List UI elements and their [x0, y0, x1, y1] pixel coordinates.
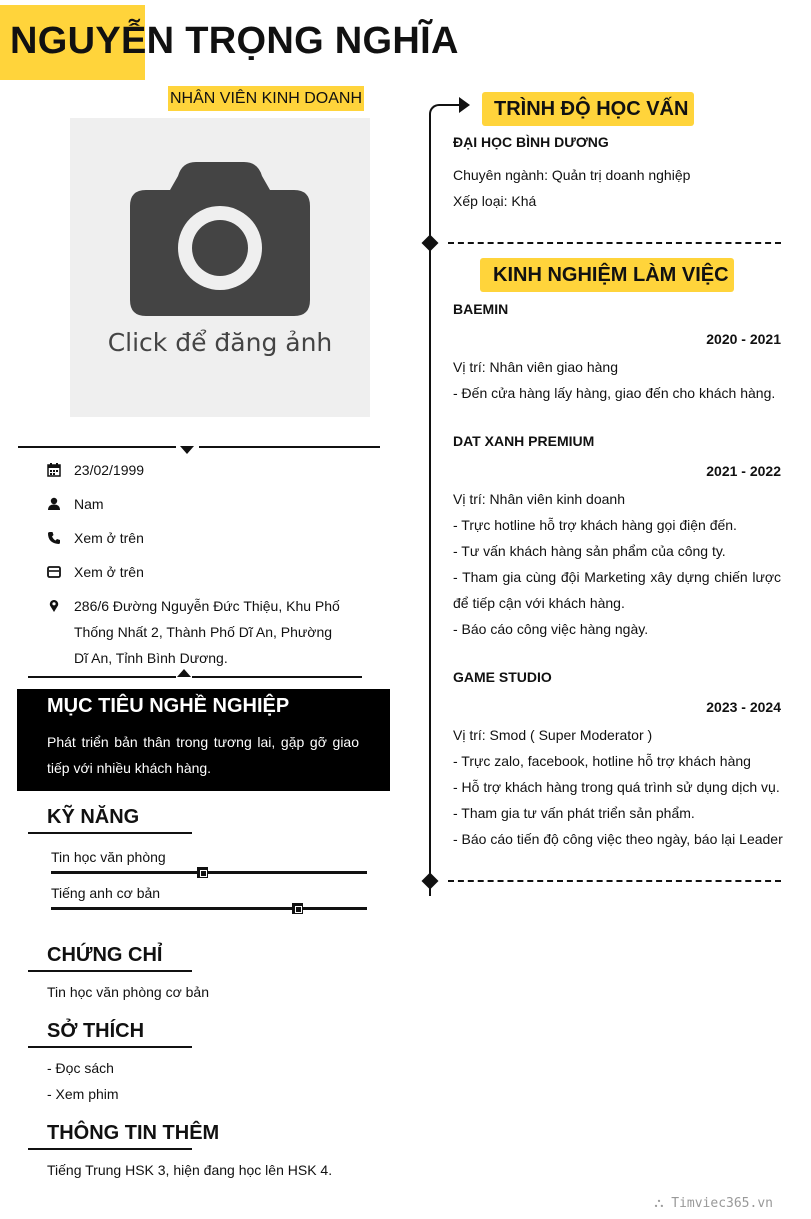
- extra-info-text: Tiếng Trung HSK 3, hiện đang học lên HSK 4.: [47, 1162, 333, 1178]
- extra-info-title: THÔNG TIN THÊM: [47, 1122, 220, 1144]
- career-goal-text: Phát triển bản thân trong tương lai, gặp gỡ giao tiếp với nhiều khách hàng.: [47, 734, 359, 776]
- divider-marker: [177, 669, 191, 677]
- skill-label: Tin học văn phòng: [51, 849, 166, 865]
- skill-bar: [51, 907, 367, 910]
- divider: [18, 446, 176, 448]
- candidate-name: NGUYỄN TRỌNG NGHĨA: [10, 20, 459, 62]
- skill-label: Tiếng anh cơ bản: [51, 885, 161, 901]
- job-line: - Hỗ trợ khách hàng trong quá trình sử dụng dịch vụ.: [453, 779, 780, 795]
- section-underline: [28, 832, 192, 834]
- gender-value: Nam: [74, 496, 104, 512]
- divider: [192, 676, 362, 678]
- job-line: - Trực hotline hỗ trợ khách hàng gọi điện đến.: [453, 517, 737, 533]
- career-goal-section: [17, 689, 390, 791]
- education-title: TRÌNH ĐỘ HỌC VẤN: [494, 98, 689, 120]
- timeline-node: [422, 235, 439, 252]
- job-period: 2023 - 2024: [706, 699, 781, 715]
- experience-title: KINH NGHIỆM LÀM VIỆC: [493, 264, 729, 286]
- photo-upload[interactable]: [70, 118, 370, 417]
- map-pin-icon: [47, 599, 61, 613]
- job-line: - Đến cửa hàng lấy hàng, giao đến cho khách hàng.: [453, 385, 776, 401]
- camera-icon: [130, 162, 310, 322]
- job-line: Vị trí: Nhân viên giao hàng: [453, 359, 618, 375]
- timeline-corner: [429, 104, 441, 118]
- hobby-item: - Xem phim: [47, 1086, 119, 1102]
- phone-value: Xem ở trên: [74, 530, 144, 546]
- certificate-item: Tin học văn phòng cơ bản: [47, 984, 209, 1000]
- job-line: - Tham gia tư vấn phát triển sản phẩm.: [453, 805, 695, 821]
- calendar-icon: [47, 463, 61, 477]
- job-line: - Báo cáo công việc hàng ngày.: [453, 621, 649, 637]
- address-value: 286/6 Đường Nguyễn Đức Thiệu, Khu Phố Thống Nhất 2, Thành Phố Dĩ An, Phường Dĩ An, Tỉnh Bình Dương.: [74, 598, 340, 666]
- section-underline: [28, 1148, 192, 1150]
- job-line: Vị trí: Smod ( Super Moderator ): [453, 727, 653, 743]
- envelope-icon: [47, 565, 61, 579]
- timeline-arrow-icon: [459, 97, 470, 113]
- school-name: ĐẠI HỌC BÌNH DƯƠNG: [453, 134, 609, 150]
- birthday-value: 23/02/1999: [74, 462, 145, 478]
- job-line: Vị trí: Nhân viên kinh doanh: [453, 491, 625, 507]
- skills-title: KỸ NĂNG: [47, 806, 140, 828]
- timeline-node: [422, 873, 439, 890]
- section-underline: [28, 970, 192, 972]
- section-underline: [28, 1046, 192, 1048]
- job-line: - Trực zalo, facebook, hotline hỗ trợ khách hàng: [453, 753, 751, 769]
- skill-level-handle[interactable]: [292, 903, 303, 914]
- divider: [199, 446, 380, 448]
- divider-marker: [180, 446, 194, 454]
- job-line: - Tư vấn khách hàng sản phẩm của công ty.: [453, 543, 726, 559]
- job-line: - Tham gia cùng đội Marketing xây dựng chiến lược để tiếp cận với khách hàng.: [453, 569, 781, 611]
- phone-icon: [47, 531, 61, 545]
- company-name: DAT XANH PREMIUM: [453, 433, 595, 449]
- company-name: BAEMIN: [453, 301, 509, 317]
- skill-bar: [51, 871, 367, 874]
- job-line: - Báo cáo tiến độ công việc theo ngày, báo lại Leader: [453, 831, 783, 847]
- career-goal-title: MỤC TIÊU NGHỀ NGHIỆP: [47, 695, 290, 717]
- email-value: Xem ở trên: [74, 564, 144, 580]
- certificates-title: CHỨNG CHỈ: [47, 944, 163, 966]
- education-major: Chuyên ngành: Quản trị doanh nghiệp: [453, 167, 691, 183]
- dashed-divider: [448, 242, 781, 244]
- hobby-item: - Đọc sách: [47, 1060, 114, 1076]
- photo-upload-label: Click để đăng ảnh: [107, 328, 333, 357]
- skill-level-handle[interactable]: [197, 867, 208, 878]
- job-title: NHÂN VIÊN KINH DOANH: [168, 86, 364, 111]
- timeline-line: [429, 116, 431, 896]
- dashed-divider: [448, 880, 781, 882]
- company-name: GAME STUDIO: [453, 669, 552, 685]
- job-period: 2020 - 2021: [706, 331, 781, 347]
- watermark: ⛬ Timviec365.vn: [654, 1196, 773, 1211]
- education-rank: Xếp loại: Khá: [453, 193, 537, 209]
- hobbies-title: SỞ THÍCH: [47, 1020, 145, 1042]
- divider: [28, 676, 176, 678]
- user-icon: [47, 497, 61, 511]
- job-period: 2021 - 2022: [706, 463, 781, 479]
